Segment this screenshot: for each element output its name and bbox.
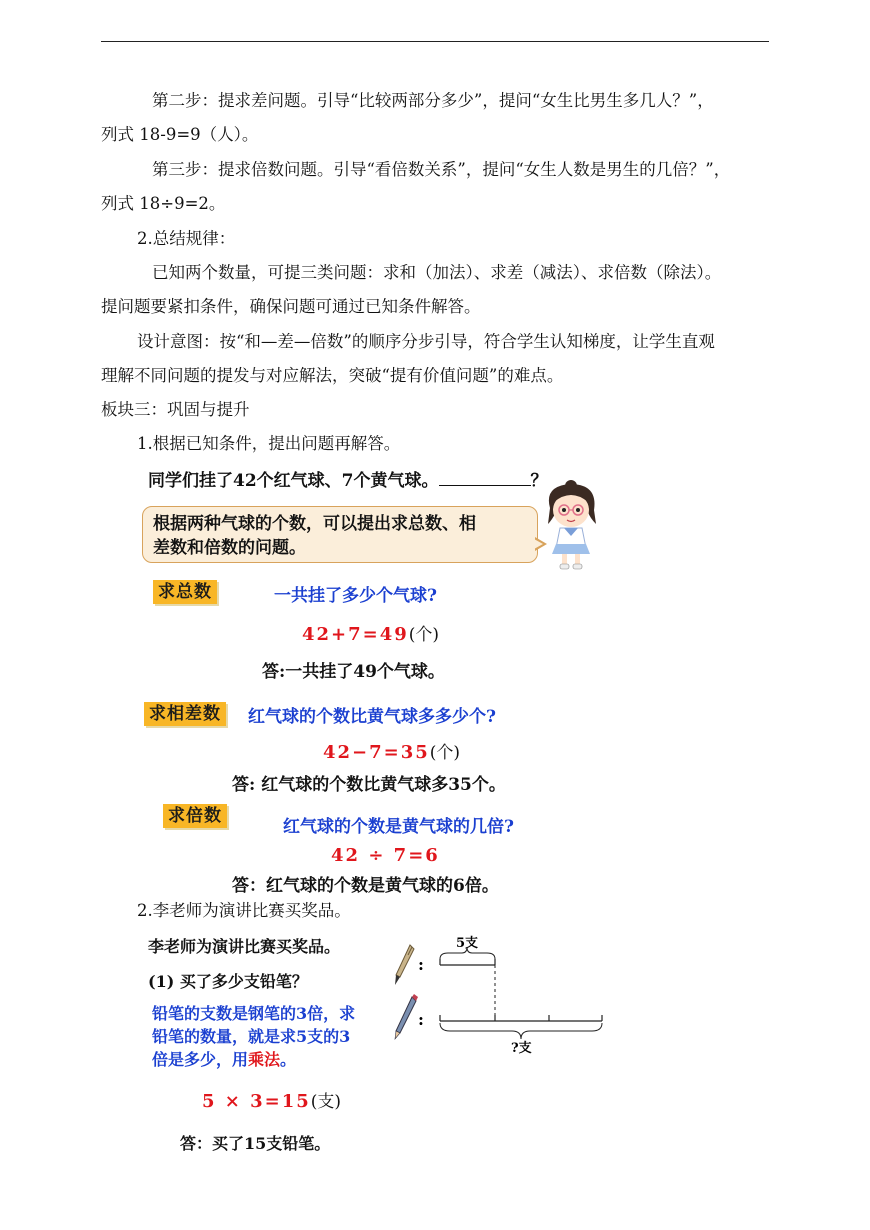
balloon-statement-text: 同学们挂了42个红气球、7个黄气球。 (148, 471, 439, 491)
tag-difference: 求相差数 (144, 702, 226, 726)
pen-icon (395, 945, 414, 985)
difference-equation: 42−7=35 (323, 742, 430, 763)
times-equation: 42 ÷ 7=6 (331, 845, 440, 866)
q2-title: 2.李老师为演讲比赛买奖品。 (137, 901, 351, 920)
total-question: 一共挂了多少个气球? (274, 586, 437, 606)
hint-bubble (142, 506, 538, 563)
pencil-label: ?支 (511, 1041, 532, 1056)
step3-line1: 第三步：提求倍数问题。引导“看倍数关系”，提问“女生人数是男生的几倍？”， (152, 160, 731, 179)
bubble-line2: 差数和倍数的问题。 (153, 538, 306, 558)
girl-illustration (540, 478, 604, 572)
times-answer: 答：红气球的个数是黄气球的6倍。 (232, 876, 499, 896)
tag-times: 求倍数 (163, 804, 227, 828)
step2-line2: 列式 18-9=9（人）。 (101, 125, 259, 144)
q2-explanation (152, 1002, 355, 1071)
q2-answer: 答：买了15支铅笔。 (180, 1134, 331, 1153)
design-line2: 理解不同问题的提发与对应解法，突破“提有价值问题”的难点。 (101, 366, 564, 385)
design-line1: 设计意图：按“和—差—倍数”的顺序分步引导，符合学生认知梯度，让学生直观 (137, 332, 715, 351)
summary-line2: 提问题要紧扣条件，确保问题可通过已知条件解答。 (101, 297, 481, 316)
difference-answer: 答: 红气球的个数比黄气球多35个。 (232, 775, 506, 795)
header-rule (101, 41, 769, 42)
times-question: 红气球的个数是黄气球的几倍? (283, 817, 514, 837)
answer-blank (439, 467, 531, 486)
explain-line3 (152, 1048, 355, 1071)
section3-title: 板块三：巩固与提升 (101, 400, 250, 419)
total-equation: 42+7=49 (302, 624, 409, 645)
step2-line1: 第二步：提求差问题。引导“比较两部分多少”，提问“女生比男生多几人？”， (152, 91, 714, 110)
explain-line1: 铅笔的支数是钢笔的3倍，求 (152, 1004, 356, 1023)
explain-line3-prefix: 倍是多少，用 (152, 1050, 249, 1069)
q2-equation: 5 × 3=15 (202, 1091, 311, 1112)
total-equation-row (302, 620, 439, 645)
step3-line2: 列式 18÷9=2。 (101, 194, 226, 213)
summary-heading: 2.总结规律： (137, 229, 236, 248)
pencil-colon: : (418, 1010, 424, 1029)
q2-statement: 李老师为演讲比赛买奖品。 (148, 937, 341, 956)
difference-equation-row (323, 738, 460, 763)
explain-multiplication: 乘法 (248, 1050, 281, 1069)
bubble-line1: 根据两种气球的个数，可以提出求总数、相 (153, 514, 476, 534)
pen-colon: : (418, 955, 424, 974)
explain-line2: 铅笔的数量，就是求5支的3 (152, 1027, 351, 1046)
difference-question: 红气球的个数比黄气球多多少个? (248, 707, 496, 727)
q2-unit: (支) (310, 1092, 342, 1112)
balloon-statement (148, 466, 548, 491)
total-unit: (个) (408, 625, 440, 645)
pen-label: 5支 (456, 936, 479, 951)
section3-q1: 1.根据已知条件，提出问题再解答。 (137, 434, 401, 453)
summary-line1: 已知两个数量，可提三类问题：求和（加法）、求差（减法）、求倍数（除法）。 (152, 263, 722, 282)
question-mark: ？ (530, 471, 548, 491)
explain-line3-suffix: 。 (280, 1050, 297, 1069)
pencil-icon (395, 994, 418, 1039)
q2-subquestion: (1) 买了多少支铅笔？ (148, 972, 308, 991)
q2-equation-row (202, 1087, 341, 1112)
tag-total: 求总数 (153, 580, 217, 604)
line-segment-diagram (388, 935, 610, 1060)
total-answer: 答:一共挂了49个气球。 (262, 662, 445, 682)
difference-unit: (个) (429, 743, 461, 763)
